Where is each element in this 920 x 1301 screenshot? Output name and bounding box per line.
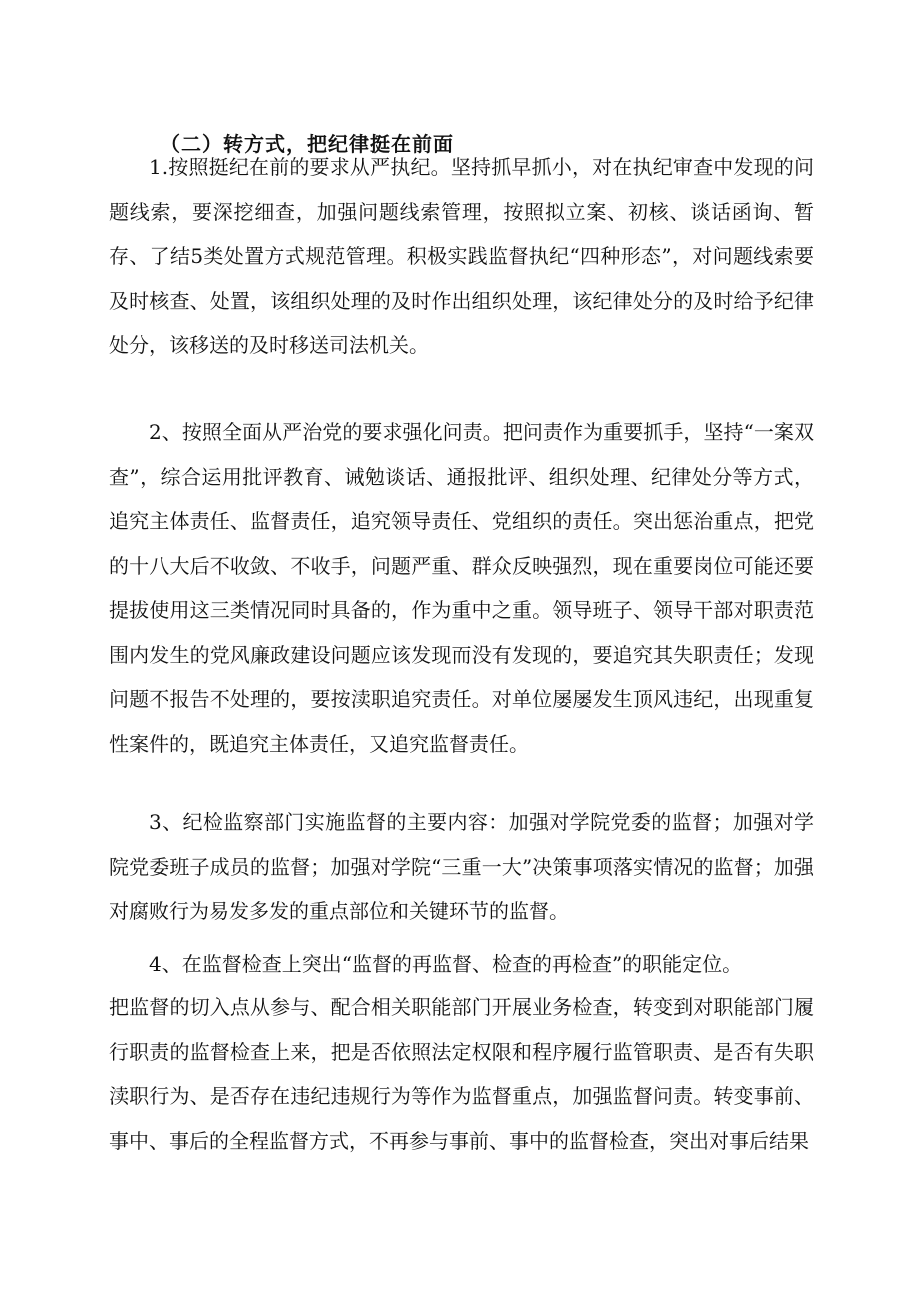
paragraph-supervision-positioning: 4、在监督检查上突出“监督的再监督、检查的再检查”的职能定位。 <box>149 952 743 976</box>
paragraph-discipline-enforcement: 1.按照挺纪在前的要求从严执纪。坚持抓早抓小，对在执纪审查中发现的问题线索，要深挖细查，加强问题线索管理，按照拟立案、初核、谈话函询、暂存、了结5类处置方式规范管理。积极实践监督执纪“四种形态”，对问题线索要及时核查、处置，该组织处理的及时作出组织处理，该纪律处分的及时给予纪律处分，该移送的及时移送司法机关。 <box>109 155 814 357</box>
section-heading: （二）转方式，把纪律挺在前面 <box>160 132 454 156</box>
paragraph-supervision-content: 3、纪检监察部门实施监督的主要内容：加强对学院党委的监督；加强对学院党委班子成员的监督；加强对学院“三重一大”决策事项落实情况的监督；加强对腐败行为易发多发的重点部位和关键环节的监督。 <box>109 810 814 923</box>
paragraph-supervision-shift: 把监督的切入点从参与、配合相关职能部门开展业务检查，转变到对职能部门履行职责的监督检查上来，把是否依照法定权限和程序履行监管职责、是否有失职渎职行为、是否存在违纪违规行为等作为监督重点，加强监督问责。转变事前、事中、事后的全程监督方式，不再参与事前、事中的监督检查，突出对事后结果 <box>109 995 814 1153</box>
paragraph-accountability: 2、按照全面从严治党的要求强化问责。把问责作为重要抓手，坚持“一案双查”，综合运用批评教育、诫勉谈话、通报批评、组织处理、纪律处分等方式，追究主体责任、监督责任，追究领导责任、党组织的责任。突出惩治重点，把党的十八大后不收敛、不收手，问题严重、群众反映强烈，现在重要岗位可能还要提拔使用这三类情况同时具备的，作为重中之重。领导班子、领导干部对职责范围内发生的党风廉政建设问题应该发现而没有发现的，要追究其失职责任；发现问题不报告不处理的，要按渎职追究责任。对单位屡屡发生顶风违纪，出现重复性案件的，既追究主体责任，又追究监督责任。 <box>109 420 814 756</box>
